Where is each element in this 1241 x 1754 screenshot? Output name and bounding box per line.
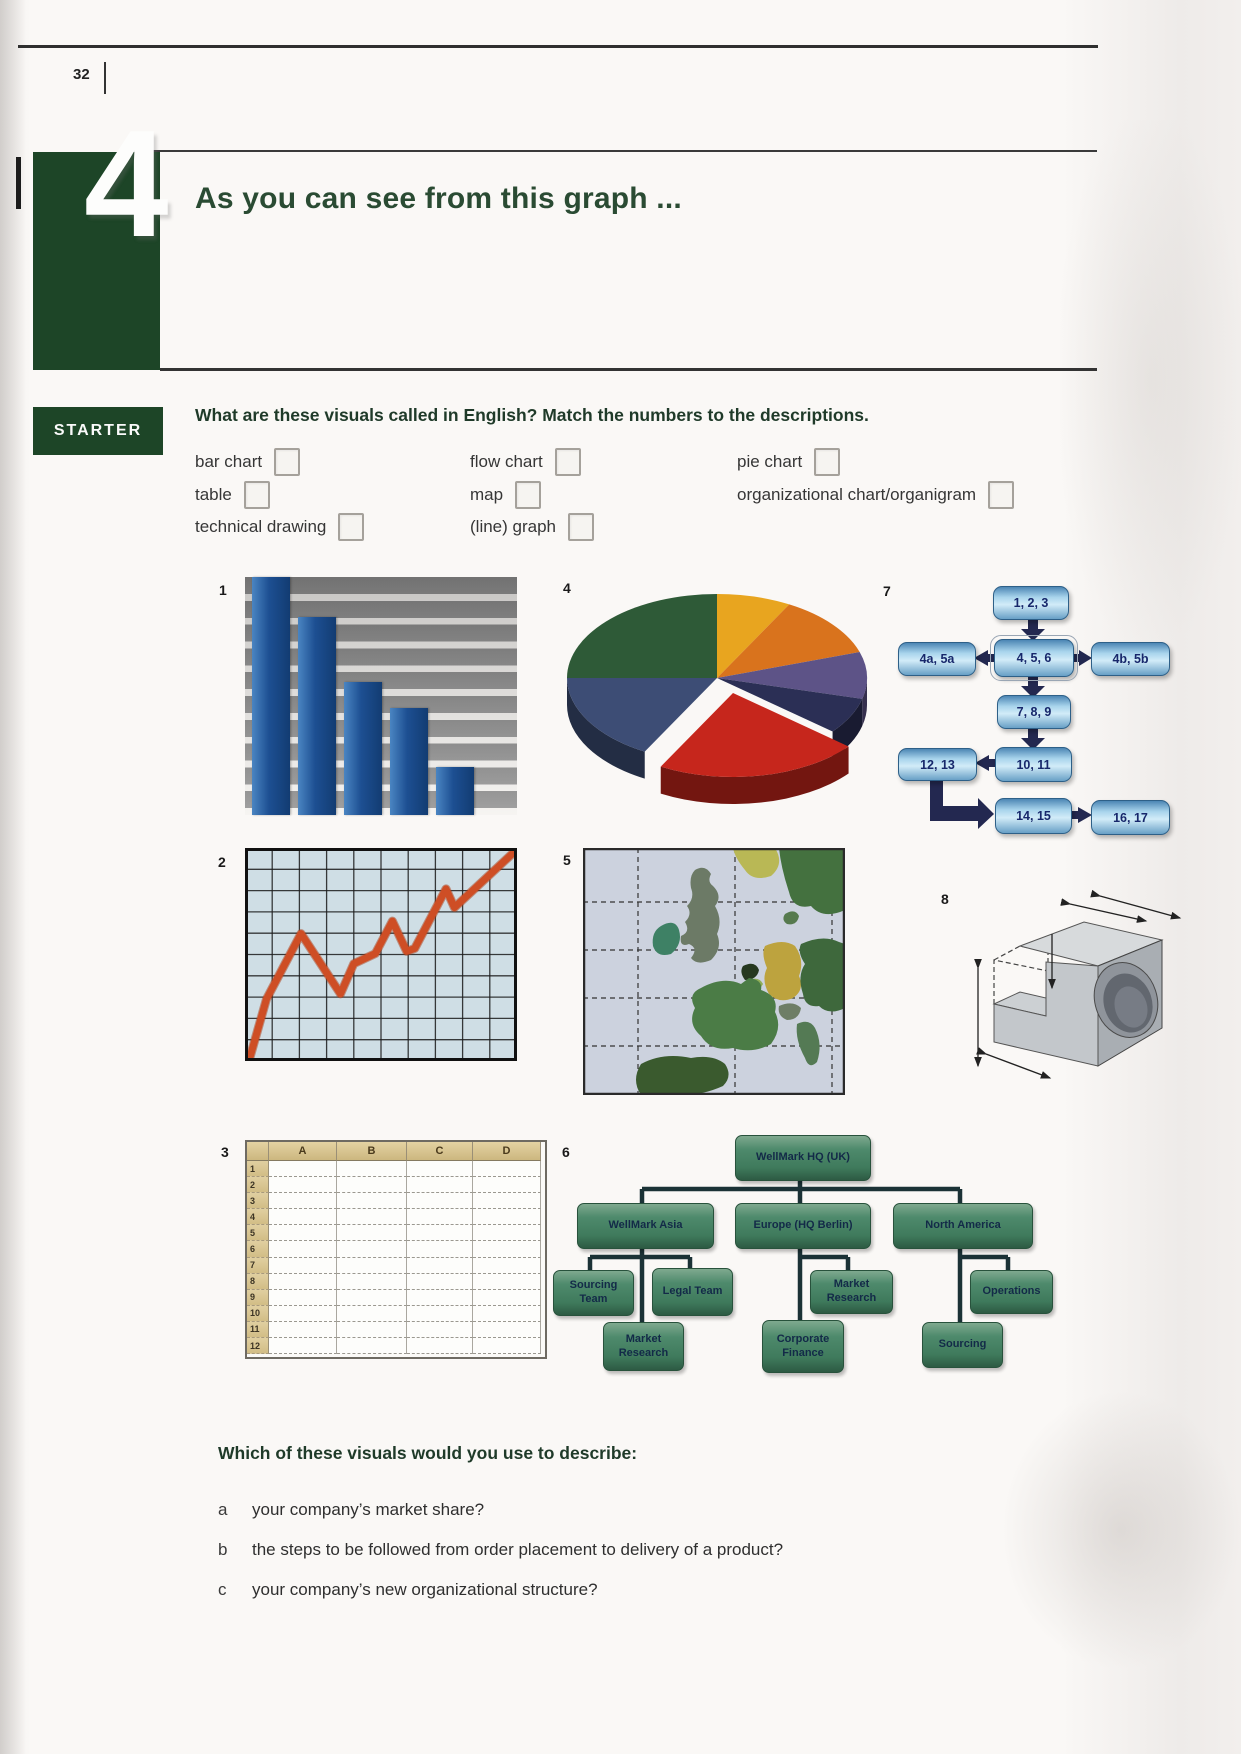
org-box: Operations: [970, 1270, 1053, 1314]
bar: [252, 577, 290, 815]
spreadsheet-cell: [407, 1177, 473, 1193]
spreadsheet-row-header: 6: [247, 1241, 269, 1257]
spreadsheet-cell: [337, 1306, 407, 1322]
task2-item-b: [218, 1540, 783, 1560]
term-table: [195, 481, 270, 509]
spreadsheet-cell: [337, 1322, 407, 1338]
paper-blotch: [1000, 1390, 1241, 1670]
spreadsheet-cell: [407, 1193, 473, 1209]
spreadsheet-cell: [473, 1161, 541, 1177]
flow-box: 14, 15: [995, 798, 1072, 834]
task2-item-c: [218, 1580, 598, 1600]
term-technical-drawing: [195, 513, 364, 541]
item-text: the steps to be followed from order placement to delivery of a product?: [252, 1540, 784, 1559]
spreadsheet-cell: [407, 1258, 473, 1274]
spreadsheet-cell: [407, 1290, 473, 1306]
visual-3-label: 3: [221, 1144, 229, 1160]
term-label: (line) graph: [470, 517, 556, 536]
flow-box: 7, 8, 9: [997, 695, 1071, 729]
org-box: Sourcing: [922, 1322, 1003, 1368]
title-rule-bottom: [160, 368, 1097, 371]
org-box: Sourcing Team: [553, 1270, 634, 1316]
spreadsheet-cell: [337, 1193, 407, 1209]
spreadsheet-row-header: 2: [247, 1177, 269, 1193]
title-rule-top: [150, 150, 1097, 152]
answer-checkbox[interactable]: [555, 448, 581, 476]
margin-mark: [16, 157, 21, 209]
spreadsheet-cell: [269, 1274, 337, 1290]
item-letter: a: [218, 1500, 228, 1519]
spreadsheet-row-header: 7: [247, 1258, 269, 1274]
spreadsheet-cell: [269, 1258, 337, 1274]
answer-checkbox[interactable]: [988, 481, 1014, 509]
spreadsheet-cell: [337, 1258, 407, 1274]
page-number: 32: [73, 66, 90, 83]
answer-checkbox[interactable]: [515, 481, 541, 509]
spreadsheet-cell: [337, 1338, 407, 1354]
term-map: [470, 481, 541, 509]
flow-box: 12, 13: [898, 748, 977, 781]
spreadsheet-row-header: 11: [247, 1322, 269, 1338]
org-box: North America: [893, 1203, 1033, 1249]
bar-chart-bars: [245, 577, 517, 815]
unit-title: As you can see from this graph ...: [195, 182, 682, 215]
org-box: Europe (HQ Berlin): [735, 1203, 871, 1249]
task2-item-a: [218, 1500, 484, 1520]
spreadsheet-cell: [269, 1338, 337, 1354]
flow-box: 16, 17: [1091, 800, 1170, 835]
spreadsheet-grid: [247, 1142, 545, 1357]
spreadsheet-col-header: C: [407, 1142, 473, 1161]
answer-checkbox[interactable]: [244, 481, 270, 509]
spreadsheet-cell: [337, 1177, 407, 1193]
spreadsheet-cell: [473, 1258, 541, 1274]
spreadsheet-cell: [269, 1241, 337, 1257]
spreadsheet-cell: [269, 1306, 337, 1322]
spreadsheet-cell: [473, 1193, 541, 1209]
page-number-divider: [104, 62, 106, 94]
org-box: Market Research: [810, 1270, 893, 1314]
technical-drawing-image: [948, 876, 1193, 1081]
spreadsheet-cell: [269, 1209, 337, 1225]
term-org-chart: [737, 481, 1014, 509]
answer-checkbox[interactable]: [568, 513, 594, 541]
bar: [390, 708, 428, 815]
spreadsheet-cell: [337, 1225, 407, 1241]
item-text: your company’s new organizational structure?: [252, 1580, 598, 1599]
flow-box: 1, 2, 3: [993, 586, 1069, 620]
org-box: Legal Team: [652, 1268, 733, 1316]
spreadsheet-image: [245, 1140, 547, 1359]
spreadsheet-cell: [337, 1241, 407, 1257]
spreadsheet-row-header: 3: [247, 1193, 269, 1209]
visual-1-label: 1: [219, 582, 227, 598]
spreadsheet-cell: [473, 1306, 541, 1322]
flow-box-selected: 4, 5, 6: [994, 639, 1074, 677]
spreadsheet-row-header: 9: [247, 1290, 269, 1306]
spreadsheet-cell: [337, 1290, 407, 1306]
task1-instruction: What are these visuals called in English? Match the numbers to the descriptions.: [195, 405, 869, 425]
visual-6-label: 6: [562, 1144, 570, 1160]
spreadsheet-cell: [473, 1274, 541, 1290]
spreadsheet-col-header: A: [269, 1142, 337, 1161]
spreadsheet-cell: [473, 1322, 541, 1338]
spreadsheet-cell: [407, 1274, 473, 1290]
spreadsheet-col-header: D: [473, 1142, 541, 1161]
top-rule: [18, 45, 1098, 48]
spreadsheet-cell: [407, 1306, 473, 1322]
flow-box: 10, 11: [995, 747, 1072, 782]
org-chart-image: [545, 1128, 1190, 1373]
org-box-root: WellMark HQ (UK): [735, 1135, 871, 1181]
answer-checkbox[interactable]: [814, 448, 840, 476]
spreadsheet-cell: [473, 1209, 541, 1225]
visual-2-label: 2: [218, 854, 226, 870]
spreadsheet-cell: [407, 1241, 473, 1257]
term-label: bar chart: [195, 452, 263, 471]
answer-checkbox[interactable]: [274, 448, 300, 476]
visual-8-label: 8: [941, 891, 949, 907]
visual-4-label: 4: [563, 580, 571, 596]
spreadsheet-row-header: 1: [247, 1161, 269, 1177]
spreadsheet-cell: [269, 1177, 337, 1193]
term-pie-chart: [737, 448, 840, 476]
org-box: WellMark Asia: [577, 1203, 714, 1249]
spreadsheet-cell: [269, 1193, 337, 1209]
paper-blotch: [1060, 120, 1241, 640]
visual-7-label: 7: [883, 583, 891, 599]
task2-instruction: Which of these visuals would you use to describe:: [218, 1443, 638, 1463]
bar: [298, 617, 336, 815]
spreadsheet-row-header: 4: [247, 1209, 269, 1225]
page-edge-shading: [0, 0, 26, 1754]
spreadsheet-row-header: 10: [247, 1306, 269, 1322]
answer-checkbox[interactable]: [338, 513, 364, 541]
spreadsheet-cell: [473, 1290, 541, 1306]
spreadsheet-cell: [269, 1225, 337, 1241]
item-letter: b: [218, 1540, 228, 1559]
spreadsheet-cell: [269, 1290, 337, 1306]
line-graph-image: [245, 848, 517, 1061]
spreadsheet-row-header: 8: [247, 1274, 269, 1290]
pie-chart-image: [552, 578, 887, 813]
visual-5-label: 5: [563, 852, 571, 868]
spreadsheet-cell: [407, 1161, 473, 1177]
flow-box: 4b, 5b: [1091, 642, 1170, 676]
pie-slice: [567, 594, 717, 678]
starter-badge: [33, 407, 163, 455]
item-text: your company’s market share?: [252, 1500, 485, 1519]
spreadsheet-cell: [269, 1161, 337, 1177]
spreadsheet-cell: [473, 1225, 541, 1241]
spreadsheet-cell: [473, 1177, 541, 1193]
term-label: map: [470, 485, 504, 504]
term-flow-chart: [470, 448, 581, 476]
spreadsheet-cell: [337, 1161, 407, 1177]
spreadsheet-cell: [473, 1241, 541, 1257]
bar: [344, 682, 382, 815]
item-letter: c: [218, 1580, 227, 1599]
flow-box: 4a, 5a: [898, 642, 976, 676]
spreadsheet-corner: [247, 1142, 269, 1161]
term-label: organizational chart/organigram: [737, 485, 977, 504]
term-line-graph: [470, 513, 594, 541]
spreadsheet-col-header: B: [337, 1142, 407, 1161]
term-label: pie chart: [737, 452, 803, 471]
spreadsheet-row-header: 5: [247, 1225, 269, 1241]
starter-label: STARTER: [53, 422, 143, 439]
term-label: table: [195, 485, 232, 504]
spreadsheet-cell: [407, 1209, 473, 1225]
org-box: Market Research: [603, 1322, 684, 1371]
spreadsheet-cell: [407, 1338, 473, 1354]
term-label: flow chart: [470, 452, 543, 471]
spreadsheet-cell: [337, 1274, 407, 1290]
spreadsheet-cell: [269, 1322, 337, 1338]
term-bar-chart: [195, 448, 300, 476]
map-image: [583, 848, 845, 1095]
bar-chart-image: [245, 577, 517, 815]
spreadsheet-cell: [473, 1338, 541, 1354]
spreadsheet-cell: [407, 1322, 473, 1338]
org-box: Corporate Finance: [762, 1320, 844, 1373]
bar: [436, 767, 474, 815]
term-label: technical drawing: [195, 517, 327, 536]
spreadsheet-row-header: 12: [247, 1338, 269, 1354]
flow-chart-image: [878, 578, 1190, 858]
spreadsheet-cell: [337, 1209, 407, 1225]
unit-number: 4: [84, 99, 169, 269]
spreadsheet-cell: [407, 1225, 473, 1241]
